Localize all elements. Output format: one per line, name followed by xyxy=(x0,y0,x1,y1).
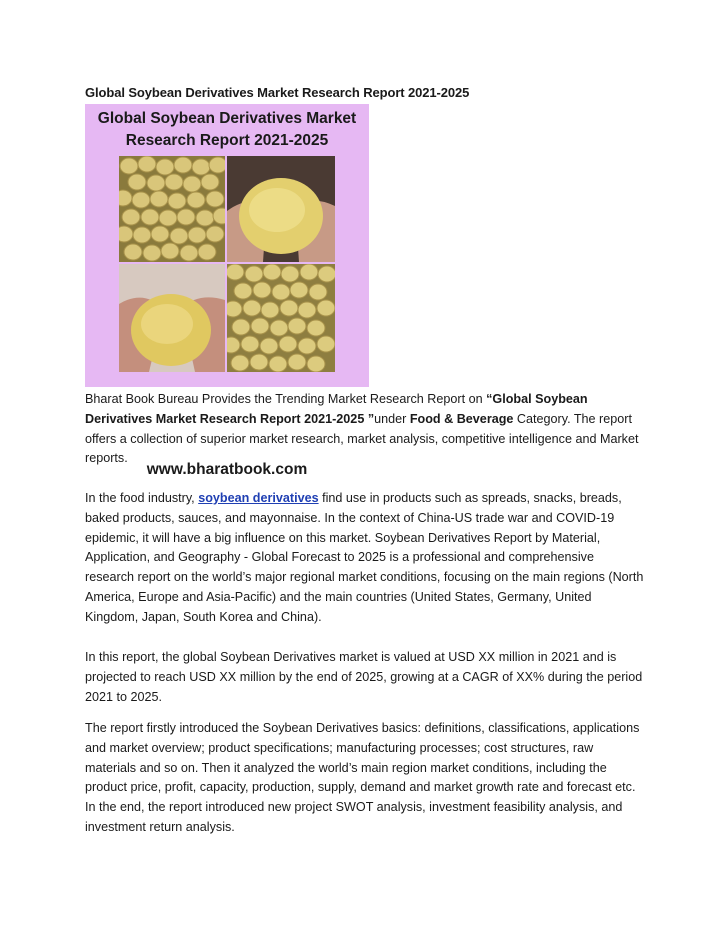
banner-website-url: www.bharatbook.com xyxy=(146,461,308,478)
food-text-1: In the food industry, xyxy=(85,491,199,505)
intro-text-3: Category. The report offers a collection of superior market research, market analysis, competitive intelligence and Market reports. xyxy=(85,411,639,466)
banner-title xyxy=(85,108,369,152)
report-name-bold: “Global Soybean Derivatives Market Research Report 2021-2025 ” xyxy=(85,392,588,426)
intro-text-1: Bharat Book Bureau Provides the Trending Market Research Report on xyxy=(85,392,487,406)
category-bold: Food & Beverage xyxy=(409,411,514,426)
banner-title-line-2: Research Report 2021-2025 xyxy=(125,132,329,149)
intro-text-2: under xyxy=(374,411,410,426)
intro-paragraph xyxy=(85,390,645,469)
market-value-paragraph: In this report, the global Soybean Derivatives market is valued at USD XX million in 2021 and is projected to reach USD XX million by the end of 2025, growing at a CAGR of XX% during the period 2021 to 2025. xyxy=(85,650,643,704)
soybean-powder-in-hands-photo xyxy=(119,264,225,372)
report-basics-paragraph: The report firstly introduced the Soybean Derivatives basics: definitions, classifications, applications and market overview; product specifications; manufacturing processes; cost structures, raw materials and so on. Then it analyzed the world’s main region market conditions, including the product price, profit, capacity, production, supply, demand and market growth rate and forecast etc. In the end, the report introduced new project SWOT analysis, investment feasibility analysis, and investment return analysis. xyxy=(85,721,640,834)
document-title: Global Soybean Derivatives Market Research Report 2021-2025 xyxy=(85,85,470,100)
soybean-powder-in-hands-photo xyxy=(227,156,335,262)
food-industry-paragraph xyxy=(85,489,645,628)
soybean-derivatives-link[interactable]: soybean derivatives xyxy=(198,491,319,505)
food-text-2: find use in products such as spreads, snacks, breads, baked products, sauces, and mayonnaise. In the context of China-US trade war and COVID-19 epidemic, it will have a big influence on this market. Soybean Derivatives Report by Material, Application, and Geography - Global Forecast to 2025 is a professional and comprehensive research report on the world’s major regional market conditions, focusing on the main regions (North America, Europe and Asia-Pacific) and the main countries (United States, Germany, United Kingdom, Japan, South Korea and China). xyxy=(85,491,644,624)
banner-title-line-1: Global Soybean Derivatives Market xyxy=(97,110,357,127)
soybeans-photo xyxy=(227,264,335,372)
soybeans-photo xyxy=(119,156,225,262)
